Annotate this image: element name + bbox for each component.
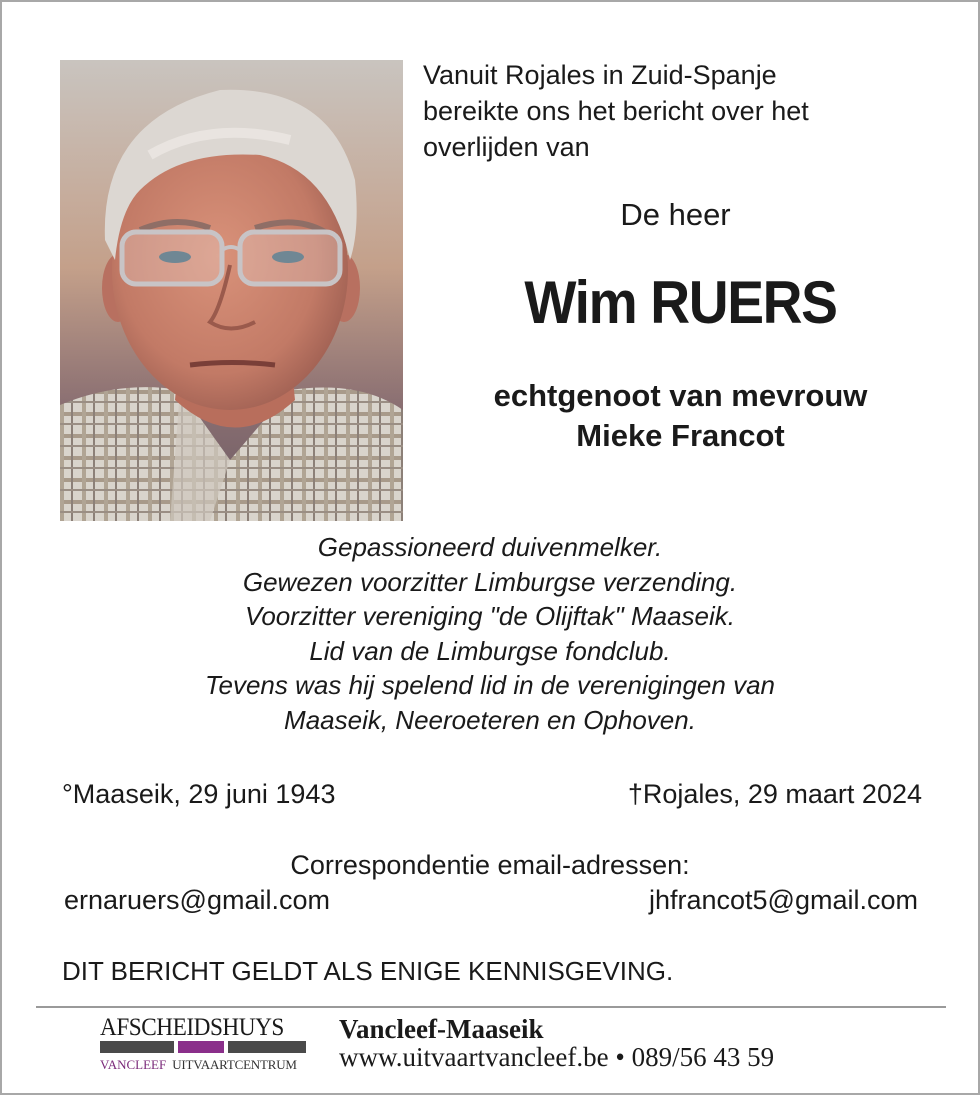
biography	[2, 530, 978, 737]
spouse-info	[423, 376, 938, 456]
spouse-line: echtgenoot van mevrouw	[493, 378, 868, 413]
bio-line: Lid van de Limburgse fondclub.	[309, 635, 671, 666]
bio-line: Voorzitter vereniging "de Olijftak" Maaseik.	[244, 601, 736, 631]
salutation: De heer	[620, 197, 731, 232]
intro-line: overlijden van	[423, 132, 590, 162]
logo-sub-left: VANCLEEF	[100, 1057, 167, 1072]
death-info: †Rojales, 29 maart 2024	[627, 779, 922, 809]
notice-text: DIT BERICHT GELDT ALS ENIGE KENNISGEVING.	[62, 956, 674, 986]
logo-title: AFSCHEIDSHUYS	[100, 1014, 284, 1041]
logo-sub-right: UITVAARTCENTRUM	[172, 1057, 297, 1072]
intro-line: Vanuit Rojales in Zuid-Spanje	[423, 60, 777, 90]
logo-subtitle	[100, 1057, 310, 1073]
email-link-left[interactable]: ernaruers@gmail.com	[64, 885, 330, 915]
divider	[36, 1006, 946, 1008]
birth-info: °Maaseik, 29 juni 1943	[62, 779, 336, 809]
logo-bar-segment	[228, 1041, 306, 1053]
logo-bar-segment	[100, 1041, 174, 1053]
funeral-home-contact[interactable]: www.uitvaartvancleef.be • 089/56 43 59	[339, 1042, 775, 1072]
portrait-photo	[60, 60, 403, 521]
bio-line: Maaseik, Neeroeteren en Ophoven.	[284, 704, 696, 735]
bio-line: Tevens was hij spelend lid in de verenigingen van	[205, 670, 775, 700]
logo-bar	[100, 1041, 306, 1053]
intro-text	[423, 57, 943, 165]
bio-line: Gepassioneerd duivenmelker.	[317, 532, 663, 562]
funeral-home-logo	[100, 1014, 306, 1074]
deceased-name: Wim RUERS	[524, 269, 837, 336]
bio-line: Gewezen voorzitter Limburgse verzending.	[242, 566, 738, 597]
spouse-name: Mieke Francot	[576, 418, 785, 453]
intro-line: bereikte ons het bericht over het	[423, 96, 809, 126]
funeral-home-name: Vancleef-Maaseik	[339, 1014, 544, 1044]
correspondence-title: Correspondentie email-adressen:	[290, 850, 690, 880]
email-link-right[interactable]: jhfrancot5@gmail.com	[648, 885, 918, 915]
logo-bar-segment-accent	[178, 1041, 224, 1053]
